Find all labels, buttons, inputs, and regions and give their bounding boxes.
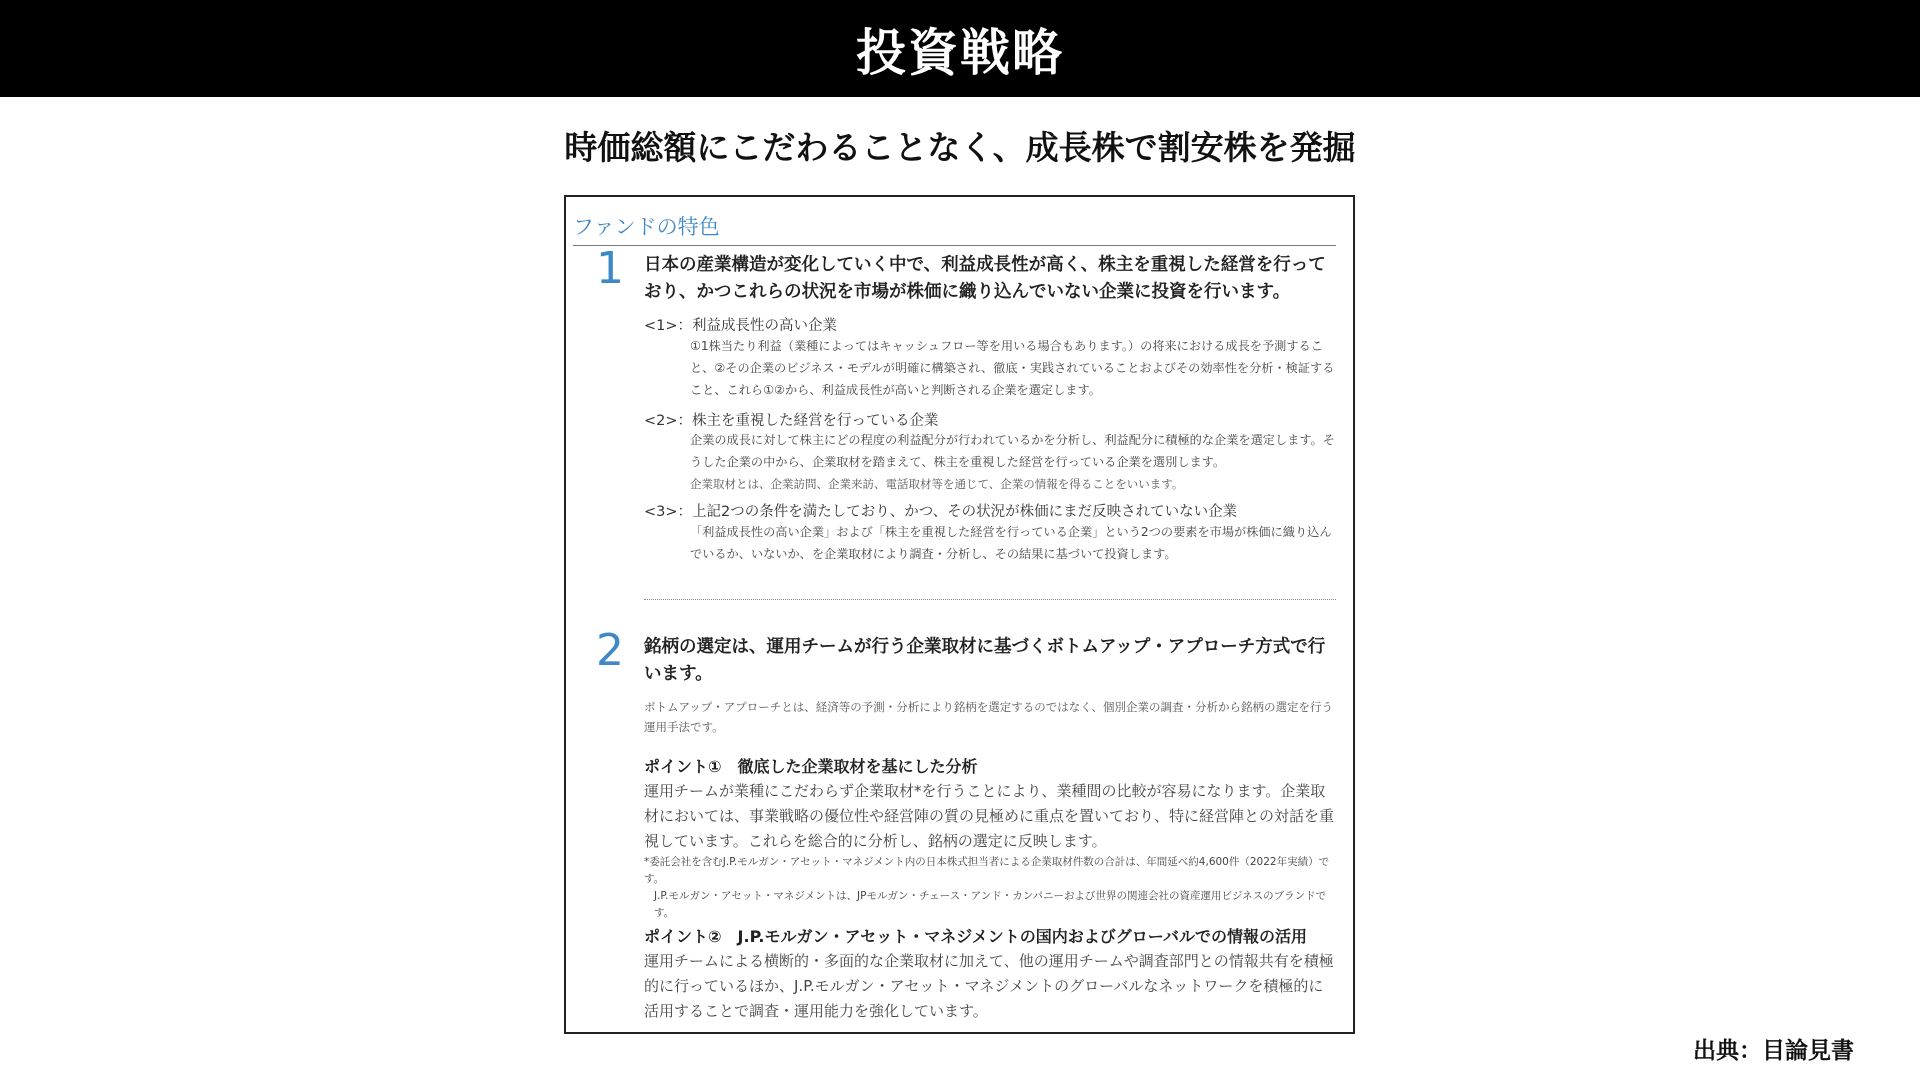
point-1-body: 運用チームが業種にこだわらず企業取材*を行うことにより、業種間の比較が容易になります。企業取材においては、事業戦略の優位性や経営陣の質の見極めに重点を置いており、特に経営陣との対話を重視しています。これらを総合的に分析し、銘柄の選定に反映します。 <box>644 782 1335 850</box>
source-citation: 出典：目論見書 <box>1693 1038 1854 1064</box>
point-1-brand-note: J.P.モルガン・アセット・マネジメントは、JPモルガン・チェース・アンド・カンパニーおよび世界の関連会社の資産運用ビジネスのブランドです。 <box>654 890 1327 919</box>
item-2-label: <2>：株主を重視した経営を行っている企業 <box>644 413 939 429</box>
point-2-title: ポイント② J.P.モルガン・アセット・マネジメントの国内およびグローバルでの情報の活用 <box>644 927 1308 946</box>
section-1-title: 日本の産業構造が変化していく中で、利益成長性が高く、株主を重視した経営を行っており、かつこれらの状況を市場が株価に織り込んでいない企業に投資を行います。 <box>644 255 1326 302</box>
item-2-note: 企業取材とは、企業訪問、企業来訪、電話取材等を通じて、企業の情報を得ることをいいます。 <box>690 477 1184 491</box>
page-title: 投資戦略 <box>856 23 1064 82</box>
section-2-title: 銘柄の選定は、運用チームが行う企業取材に基づくボトムアップ・アプローチ方式で行います。 <box>644 637 1326 684</box>
point-1-title: ポイント① 徹底した企業取材を基にした分析 <box>644 757 978 776</box>
item-2-body: 企業の成長に対して株主にどの程度の利益配分が行われているかを分析し、利益配分に積極的な企業を選定します。そうした企業の中から、企業取材を踏まえて、株主を重視した経営を行っている企業を選別します。 <box>690 433 1335 469</box>
section-2-number: 2 <box>596 625 624 676</box>
header-bar <box>0 0 1920 97</box>
item-1-label: <1>：利益成長性の高い企業 <box>644 318 838 334</box>
item-1-body: ①1株当たり利益（業種によってはキャッシュフロー等を用いる場合もあります。）の将来における成長を予測すること、②その企業のビジネス・モデルが明確に構築され、徹底・実践されていることおよびその効率性を分析・検証すること、これら①②から、利益成長性が高いと判断される企業を選定します。 <box>690 339 1335 397</box>
point-1-footnote: *委託会社を含むJ.P.モルガン・アセット・マネジメント内の日本株式担当者による企業取材件数の合計は、年間延べ約4,600件（2022年実績）です。 <box>644 856 1330 885</box>
section-2-description: ボトムアップ・アプローチとは、経済等の予測・分析により銘柄を選定するのではなく、個別企業の調査・分析から銘柄の選定を行う運用手法です。 <box>644 700 1333 734</box>
section-divider <box>644 599 1336 600</box>
item-3-label: <3>：上記2つの条件を満たしており、かつ、その状況が株価にまだ反映されていない企業 <box>644 504 1238 520</box>
section-1-number: 1 <box>596 243 624 294</box>
slide-subtitle: 時価総額にこだわることなく、成長株で割安株を発掘 <box>564 128 1356 167</box>
point-2-body: 運用チームによる横断的・多面的な企業取材に加えて、他の運用チームや調査部門との情報共有を積極的に行っているほか、J.P.モルガン・アセット・マネジメントのグローバルなネットワークを積極的に活用することで調査・運用能力を強化しています。 <box>644 952 1334 1020</box>
document-excerpt <box>564 195 1355 1034</box>
item-3-body: 「利益成長性の高い企業」および「株主を重視した経営を行っている企業」という2つの要素を市場が株価に織り込んでいるか、いないか、を企業取材により調査・分析し、その結果に基づいて投資します。 <box>690 525 1332 561</box>
document-heading: ファンドの特色 <box>573 211 1336 246</box>
